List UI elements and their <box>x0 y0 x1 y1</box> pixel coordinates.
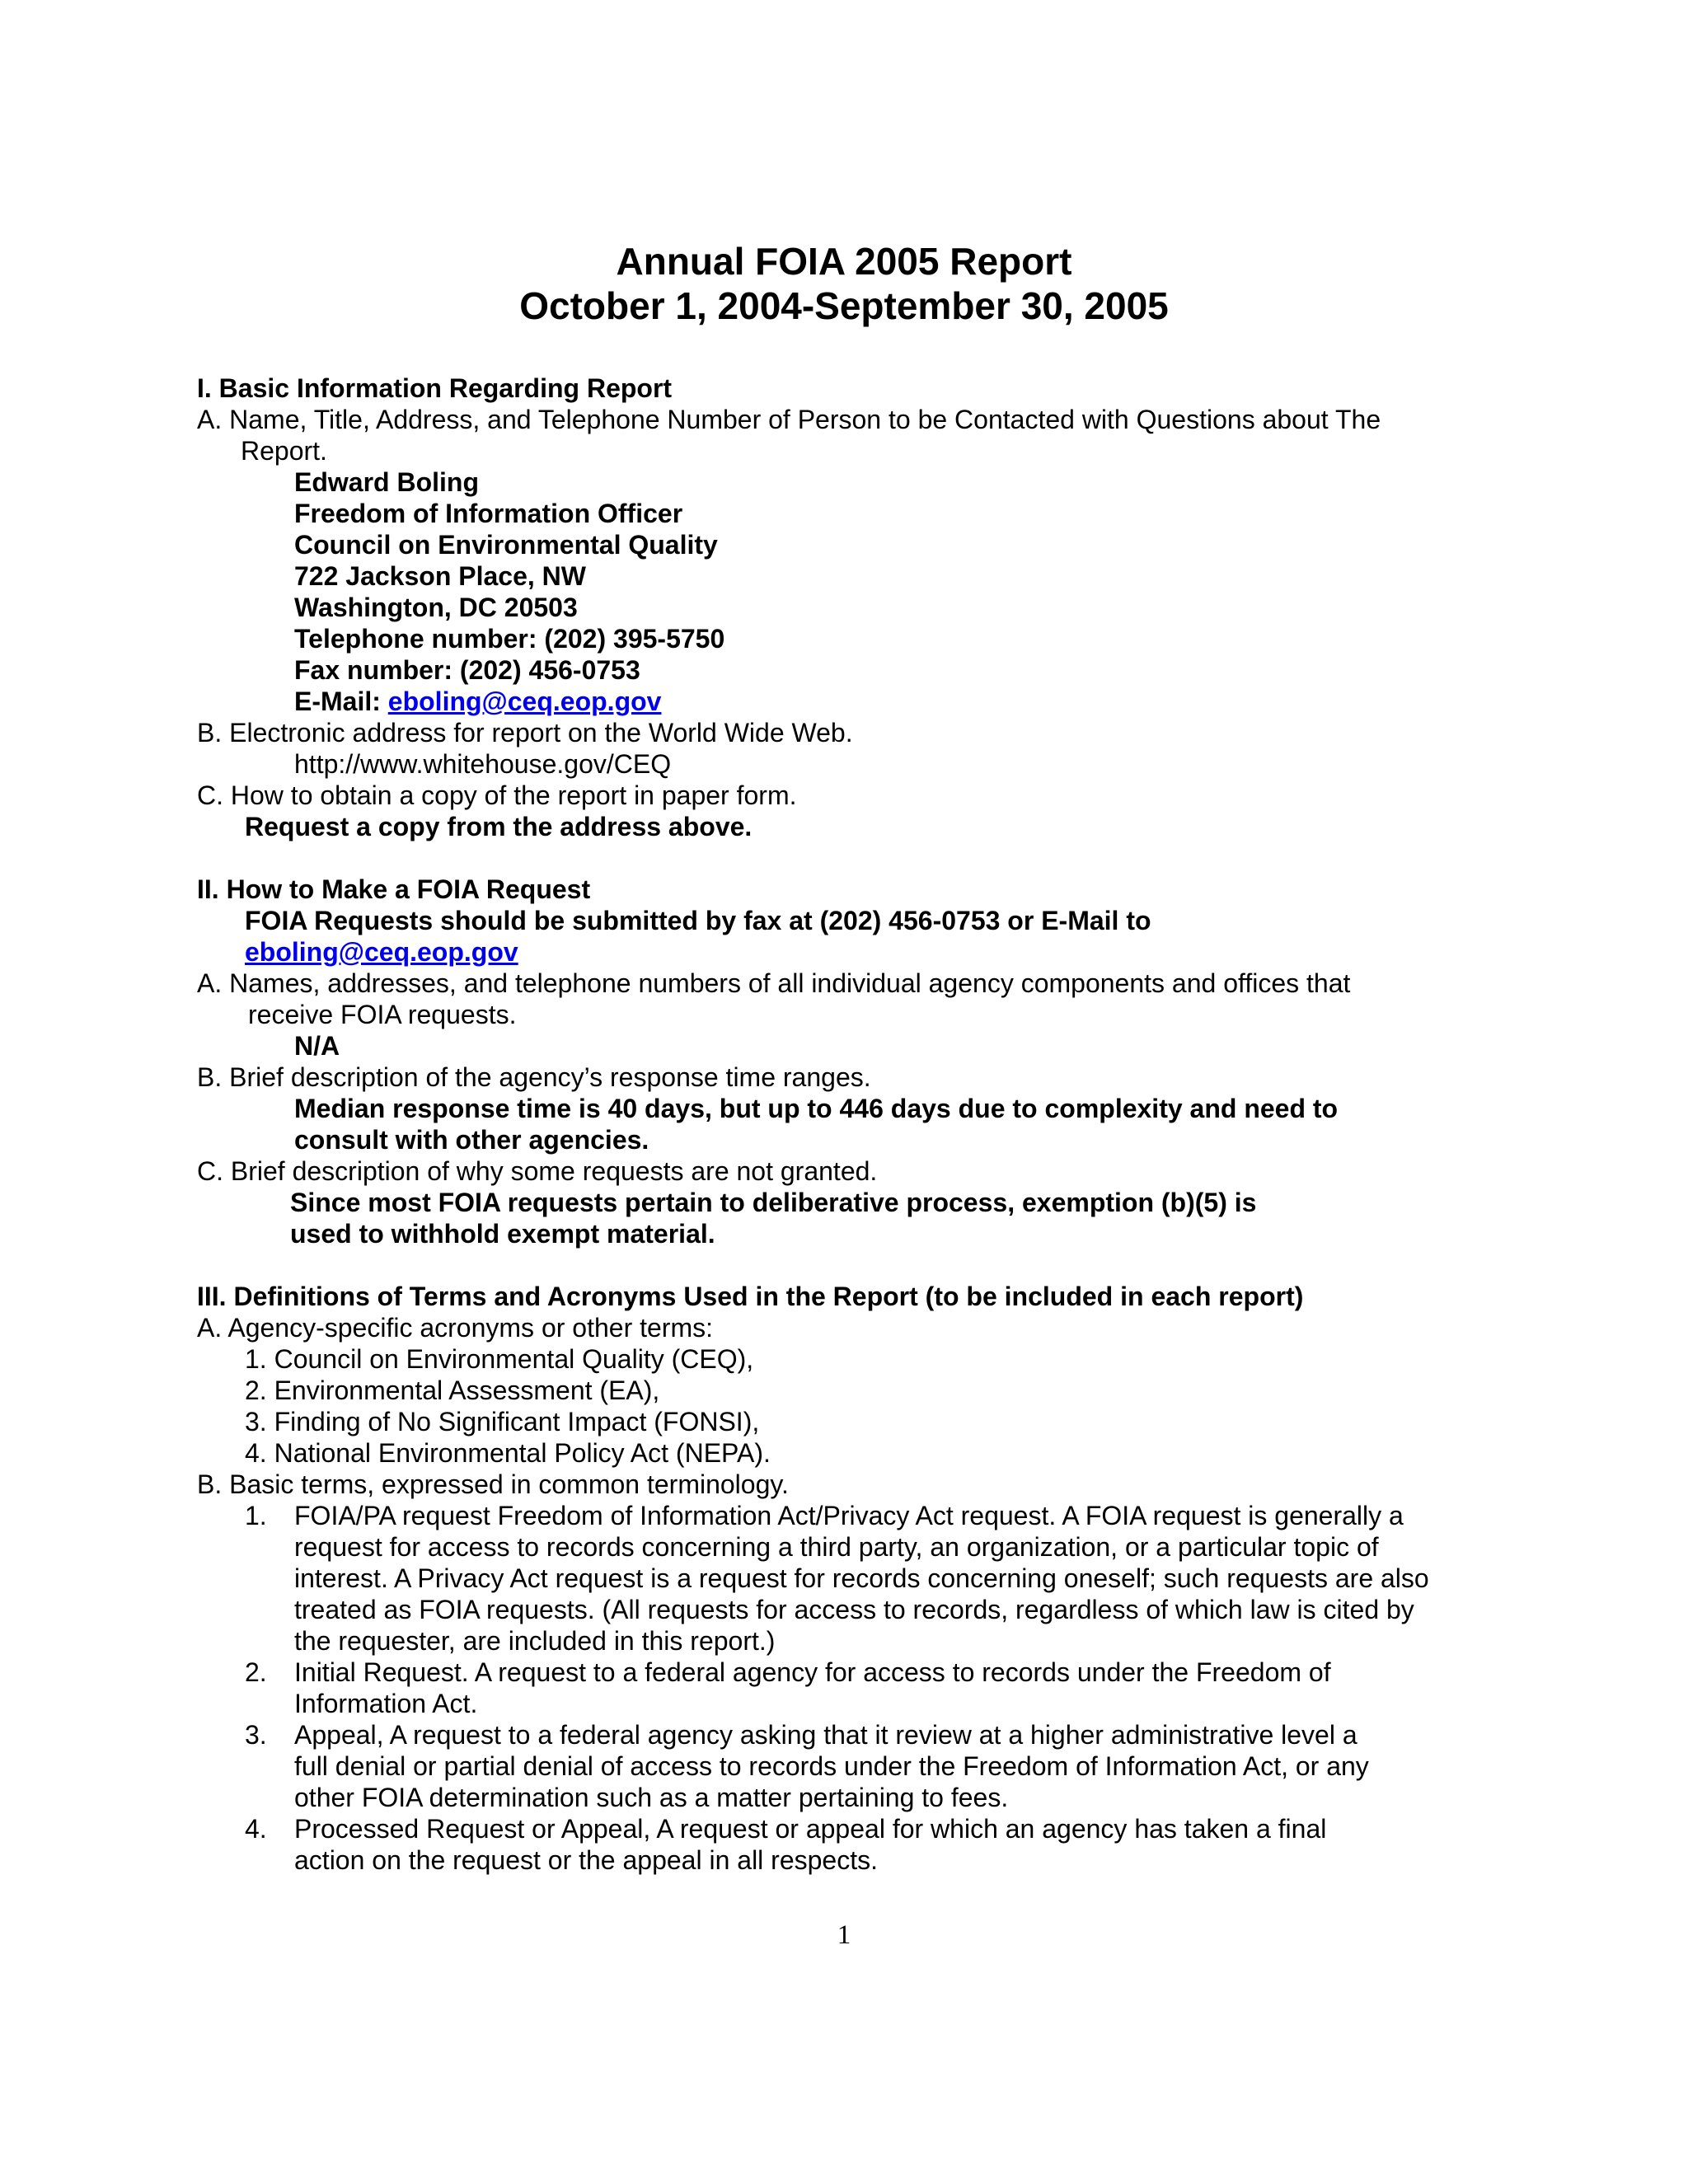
term-line: Processed Request or Appeal, A request or appeal for which an agency has taken a final <box>294 1814 1327 1844</box>
section-2-item-b-answer-2: consult with other agencies. <box>294 1125 649 1155</box>
term-line: the requester, are included in this report.) <box>294 1626 776 1656</box>
section-2-item-b-answer-1: Median response time is 40 days, but up to 446 days due to complexity and need to <box>294 1094 1339 1123</box>
contact-street: 722 Jackson Place, NW <box>294 561 586 591</box>
term-line: full denial or partial denial of access to records under the Freedom of Information Act, or any <box>294 1751 1369 1781</box>
acronym-item: 4. National Environmental Policy Act (NEPA). <box>245 1438 771 1468</box>
section-3-heading: III. Definitions of Terms and Acronyms Used in the Report (to be included in each report) <box>197 1282 1304 1311</box>
section-2-item-a-cont: receive FOIA requests. <box>248 1000 517 1029</box>
section-2-email-link[interactable]: eboling@ceq.eop.gov <box>245 937 518 967</box>
section-2-heading: II. How to Make a FOIA Request <box>197 874 591 904</box>
term-line: Information Act. <box>294 1689 478 1718</box>
term-line: request for access to records concerning a third party, an organization, or a particular topic of <box>294 1532 1379 1562</box>
section-1-item-a-cont: Report. <box>241 436 327 466</box>
term-line: action on the request or the appeal in all respects. <box>294 1845 878 1875</box>
section-1-item-c: C. How to obtain a copy of the report in paper form. <box>197 780 797 810</box>
section-2-intro: FOIA Requests should be submitted by fax at (202) 456-0753 or E-Mail to <box>245 906 1151 935</box>
section-2-item-b: B. Brief description of the agency’s response time ranges. <box>197 1062 871 1092</box>
contact-title: Freedom of Information Officer <box>294 499 683 528</box>
contact-fax: Fax number: (202) 456-0753 <box>294 655 640 685</box>
term-line: Initial Request. A request to a federal agency for access to records under the Freedom of <box>294 1657 1331 1687</box>
report-title: Annual FOIA 2005 Report <box>616 240 1072 283</box>
term-number: 2. <box>245 1657 267 1687</box>
term-line: treated as FOIA requests. (All requests for access to records, regardless of which law is cited by <box>294 1595 1414 1624</box>
contact-email-link[interactable]: eboling@ceq.eop.gov <box>387 687 662 716</box>
page-number: 1 <box>837 1920 851 1950</box>
contact-organization: Council on Environmental Quality <box>294 530 718 560</box>
term-line: interest. A Privacy Act request is a request for records concerning oneself; such requests are also <box>294 1563 1429 1593</box>
contact-city: Washington, DC 20503 <box>294 593 578 622</box>
contact-email-label: E-Mail: <box>294 687 388 716</box>
contact-phone: Telephone number: (202) 395-5750 <box>294 624 725 654</box>
term-number: 1. <box>245 1501 267 1530</box>
section-1-item-a: A. Name, Title, Address, and Telephone Number of Person to be Contacted with Questions about The <box>197 405 1381 434</box>
section-2-item-c: C. Brief description of why some requests are not granted. <box>197 1156 878 1186</box>
section-1-item-c-answer: Request a copy from the address above. <box>245 812 753 841</box>
section-2-item-a: A. Names, addresses, and telephone numbers of all individual agency components and offices that <box>197 968 1351 998</box>
section-2-item-c-answer-1: Since most FOIA requests pertain to deliberative process, exemption (b)(5) is <box>290 1188 1257 1217</box>
contact-email-line <box>294 686 661 717</box>
contact-name: Edward Boling <box>294 467 479 497</box>
acronym-item: 3. Finding of No Significant Impact (FONSI), <box>245 1407 760 1436</box>
section-2-item-a-answer: N/A <box>294 1031 340 1061</box>
section-1-heading: I. Basic Information Regarding Report <box>197 373 673 403</box>
report-period: October 1, 2004-September 30, 2005 <box>519 284 1169 327</box>
section-1-item-b: B. Electronic address for report on the World Wide Web. <box>197 718 853 748</box>
term-line: FOIA/PA request Freedom of Information Act/Privacy Act request. A FOIA request is generally a <box>294 1501 1404 1530</box>
section-2-email-line <box>245 936 518 968</box>
section-3-item-b: B. Basic terms, expressed in common terminology. <box>197 1469 789 1499</box>
term-number: 3. <box>245 1720 267 1750</box>
section-2-item-c-answer-2: used to withhold exempt material. <box>290 1219 715 1249</box>
section-3-item-a: A. Agency-specific acronyms or other terms: <box>197 1313 713 1343</box>
acronym-item: 1. Council on Environmental Quality (CEQ), <box>245 1344 754 1374</box>
term-line: Appeal, A request to a federal agency asking that it review at a higher administrative level a <box>294 1720 1357 1750</box>
term-line: other FOIA determination such as a matter pertaining to fees. <box>294 1783 1009 1812</box>
term-number: 4. <box>245 1814 267 1844</box>
acronym-item: 2. Environmental Assessment (EA), <box>245 1376 660 1405</box>
report-web-address: http://www.whitehouse.gov/CEQ <box>294 749 672 779</box>
